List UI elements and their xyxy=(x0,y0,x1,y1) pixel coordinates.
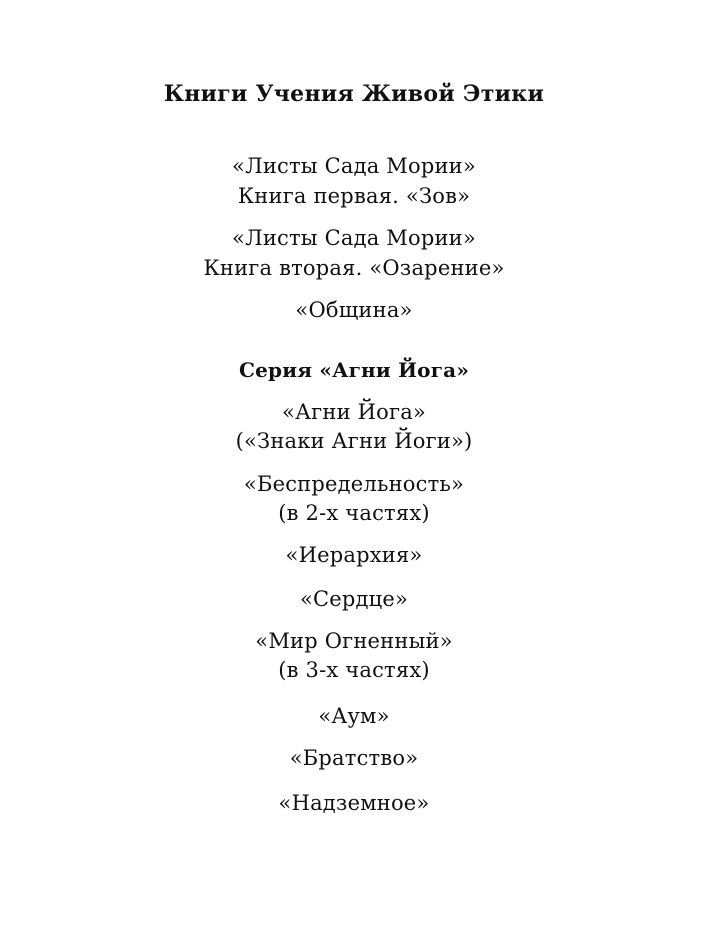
series-book-line: «Братство» xyxy=(289,746,419,770)
book-line: «Листы Сада Мории» xyxy=(232,154,476,178)
series-book-line: («Знаки Агни Йоги») xyxy=(235,429,473,453)
series-book-line: «Сердце» xyxy=(299,587,409,611)
series-book-line: «Агни Йога» xyxy=(282,400,426,424)
series-book-line: «Мир Огненный» xyxy=(255,629,453,653)
book-line: Книга первая. «Зов» xyxy=(237,184,471,208)
series-book-line: «Иерархия» xyxy=(285,543,423,567)
book-line: «Община» xyxy=(295,298,413,322)
series-heading: Серия «Агни Йога» xyxy=(238,358,470,382)
series-book-line: «Аум» xyxy=(318,704,390,728)
series-book-line: «Надземное» xyxy=(278,791,430,815)
book-line: Книга вторая. «Озарение» xyxy=(203,256,505,280)
series-book-line: «Беспредельность» xyxy=(243,472,465,496)
series-book-line: (в 2-х частях) xyxy=(278,501,430,525)
book-line: «Листы Сада Мории» xyxy=(232,226,476,250)
page-title: Книги Учения Живой Этики xyxy=(163,81,545,107)
series-book-line: (в 3-х частях) xyxy=(278,658,430,682)
